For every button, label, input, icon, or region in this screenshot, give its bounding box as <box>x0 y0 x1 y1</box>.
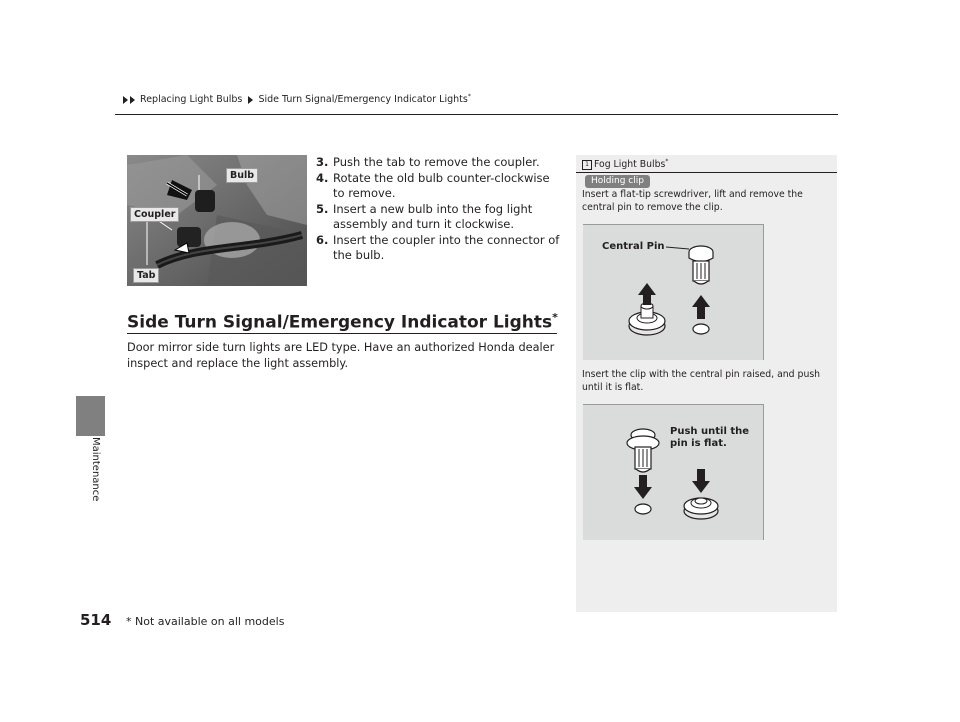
note-title: 1 Fog Light Bulbs* <box>582 158 668 170</box>
section-title-asterisk: * <box>552 311 558 324</box>
clip-removal-diagram <box>583 224 764 360</box>
step-item: 6. Insert the coupler into the connector of the bulb. <box>316 232 560 262</box>
breadcrumb-arrow-icon <box>248 96 253 104</box>
note-rule <box>576 172 837 173</box>
replacement-steps <box>316 155 561 264</box>
breadcrumb-parent[interactable]: Replacing Light Bulbs <box>140 94 243 106</box>
note-text-install: Insert the clip with the central pin raised, and push until it is flat. <box>582 369 821 393</box>
section-tab-marker <box>76 396 105 436</box>
breadcrumb-arrow-icon <box>123 96 128 104</box>
breadcrumb <box>123 93 471 105</box>
reference-icon: 1 <box>582 160 592 170</box>
notes-panel <box>576 155 837 612</box>
breadcrumb-arrow-icon <box>130 96 135 104</box>
section-title: Side Turn Signal/Emergency Indicator Lights* <box>127 311 558 333</box>
tab-callout: Tab <box>133 268 159 283</box>
coupler-callout: Coupler <box>130 207 179 222</box>
note-text-remove: Insert a flat-tip screwdriver, lift and remove the central pin to remove the clip. <box>582 189 803 213</box>
push-flat-label: Push until the pin is flat. <box>670 426 750 449</box>
note-title-asterisk: * <box>665 158 669 165</box>
side-tab <box>90 437 102 507</box>
bulb-callout: Bulb <box>226 168 258 183</box>
fog-light-photo <box>127 155 307 286</box>
breadcrumb-current: Side Turn Signal/Emergency Indicator Lights <box>258 94 468 106</box>
footnote: * Not available on all models <box>126 615 285 628</box>
clip-install-diagram <box>583 404 764 540</box>
step-item: 4. Rotate the old bulb counter-clockwise to remove. <box>316 170 550 200</box>
step-item: 5. Insert a new bulb into the fog light assembly and turn it clockwise. <box>316 201 533 231</box>
step-item: 3. Push the tab to remove the coupler. <box>316 155 540 169</box>
section-body: Door mirror side turn lights are LED type. Have an authorized Honda dealer inspect and replace the light assembly. <box>127 341 555 370</box>
section-rule <box>127 333 557 334</box>
page-number: 514 <box>80 611 112 629</box>
side-tab-label: Maintenance <box>90 437 101 502</box>
central-pin-label: Central Pin <box>602 241 665 252</box>
holding-clip-badge: Holding clip <box>585 175 650 188</box>
header-rule <box>115 114 838 115</box>
breadcrumb-asterisk: * <box>467 93 471 100</box>
